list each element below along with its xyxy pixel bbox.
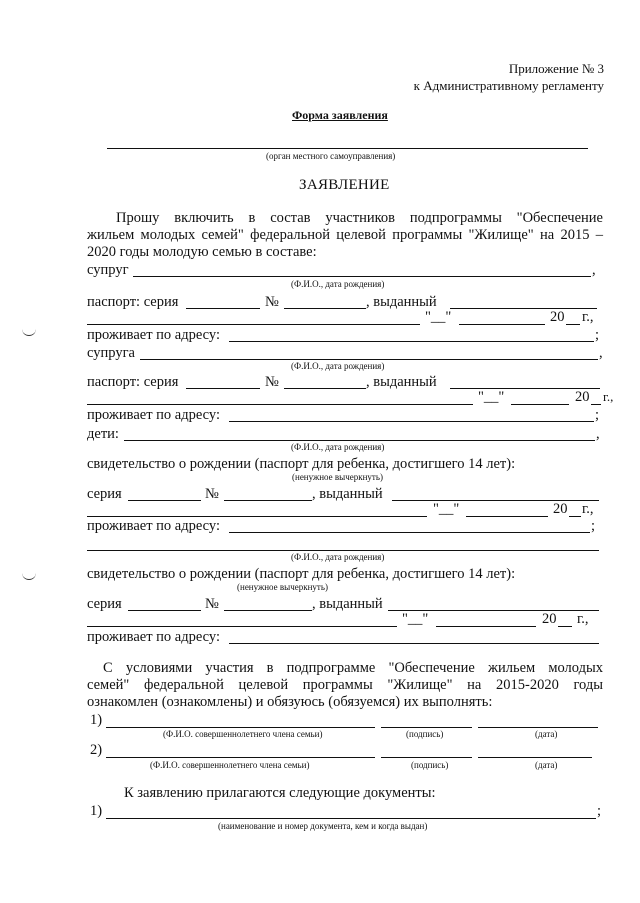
wife-comma: , [599,345,603,361]
husband-issued-by-field-1[interactable] [450,308,597,309]
child2-year-field[interactable] [558,626,572,627]
husband-issue-month-field[interactable] [459,324,545,325]
adult-1-fio-caption: (Ф.И.О. совершеннолетнего члена семьи) [163,729,323,739]
child2-issued-by-field-2[interactable] [87,626,397,627]
child1-address-field[interactable] [229,532,590,533]
adult-1-signature-caption: (подпись) [406,729,444,739]
attachment-1-number: 1) [90,803,103,819]
husband-address-semicolon: ; [595,327,600,343]
child2-fio-caption: (Ф.И.О., дата рождения) [291,552,385,562]
form-title: Форма заявления [292,108,388,122]
wife-issue-month-field[interactable] [511,404,569,405]
husband-passport-number-field[interactable] [284,308,366,309]
husband-comma: , [592,262,596,278]
adult-1-name-field[interactable] [106,727,375,728]
conditions-line-2: семей" федеральной целевой программы "Жилище" на 2015-2020 годы [87,677,603,693]
husband-issued-by-field-2[interactable] [87,324,420,325]
intro-line-1: Прошу включить в состав участников подпрограммы "Обеспечение [116,210,603,226]
husband-label: супруг [87,262,129,278]
husband-number-sign: № [265,294,279,310]
attachment-1-semicolon: ; [597,803,602,819]
wife-date-quotes: "__" [478,389,505,405]
child1-name-field[interactable] [124,440,595,441]
wife-issued-label: , выданный [366,374,437,390]
husband-address-field[interactable] [229,341,594,342]
child1-year-field[interactable] [569,516,581,517]
husband-year-suffix: г., [582,309,594,325]
adult-2-date-caption: (дата) [535,760,558,770]
child1-issued-label: , выданный [312,486,383,502]
margin-mark [22,327,36,336]
child1-address-label: проживает по адресу: [87,518,220,534]
intro-line-2: жильем молодых семей" федеральной целевой программы "Жилище" на 2015 – [87,227,603,243]
adult-2-name-field[interactable] [106,757,375,758]
authority-field-line [107,148,588,149]
husband-fio-caption: (Ф.И.О., дата рождения) [291,279,385,289]
child2-address-field[interactable] [229,643,599,644]
husband-issued-label: , выданный [366,294,437,310]
wife-passport-number-field[interactable] [284,388,366,389]
child1-issued-by-field-1[interactable] [392,500,599,501]
conditions-line-1: С условиями участия в подпрограмме "Обеспечение жильем молодых [103,660,603,676]
intro-line-3: 2020 годы молодую семью в составе: [87,244,317,260]
child1-series-field[interactable] [128,500,201,501]
child1-issued-by-field-2[interactable] [87,516,427,517]
child2-birth-cert-label: свидетельство о рождении (паспорт для ребенка, достигшего 14 лет): [87,566,516,582]
child2-date-quotes: "__" [402,611,429,627]
child1-number-sign: № [205,486,219,502]
adult-2-signature-caption: (подпись) [411,760,449,770]
adult-2-number: 2) [90,742,103,758]
adult-1-number: 1) [90,712,103,728]
child2-year-suffix: г., [577,611,589,627]
adult-2-fio-caption: (Ф.И.О. совершеннолетнего члена семьи) [150,760,310,770]
wife-number-sign: № [265,374,279,390]
wife-passport-series-field[interactable] [186,388,260,389]
child2-name-field[interactable] [87,550,599,551]
wife-passport-series-label: паспорт: серия [87,374,179,390]
wife-address-field[interactable] [229,421,594,422]
wife-issued-by-field-2[interactable] [87,404,473,405]
margin-mark-2 [22,571,36,580]
child2-issue-month-field[interactable] [436,626,536,627]
wife-name-field[interactable] [140,359,598,360]
appendix-reference: к Административному регламенту [413,78,604,93]
child2-strike-caption: (ненужное вычеркнуть) [237,582,328,592]
husband-year-prefix: 20 [550,309,565,325]
child2-series-label: серия [87,596,122,612]
appendix-number: Приложение № 3 [508,61,604,76]
child1-number-field[interactable] [224,500,312,501]
authority-caption: (орган местного самоуправления) [266,151,396,161]
children-label: дети: [87,426,119,442]
adult-2-date-field[interactable] [478,757,592,758]
child1-year-suffix: г., [582,501,594,517]
document-title: ЗАЯВЛЕНИЕ [299,177,390,193]
attachment-1-caption: (наименование и номер документа, кем и когда выдан) [218,821,428,831]
child2-issued-label: , выданный [312,596,383,612]
child1-series-label: серия [87,486,122,502]
adult-1-date-field[interactable] [478,727,598,728]
wife-year-suffix: г., [603,389,614,404]
child2-number-sign: № [205,596,219,612]
child1-year-prefix: 20 [553,501,568,517]
adult-2-signature-field[interactable] [381,757,472,758]
child1-comma: , [596,426,600,442]
husband-year-field[interactable] [566,324,580,325]
child2-series-field[interactable] [128,610,201,611]
child2-address-label: проживает по адресу: [87,629,220,645]
conditions-line-3: ознакомлен (ознакомлены) и обязуюсь (обязуемся) их выполнять: [87,694,493,710]
child1-strike-caption: (ненужное вычеркнуть) [292,472,383,482]
child1-address-semicolon: ; [591,518,596,534]
wife-label: супруга [87,345,135,361]
child1-fio-caption: (Ф.И.О., дата рождения) [291,442,385,452]
adult-1-signature-field[interactable] [381,727,472,728]
husband-passport-series-field[interactable] [186,308,260,309]
wife-address-semicolon: ; [595,407,600,423]
wife-year-prefix: 20 [575,389,590,405]
husband-address-label: проживает по адресу: [87,327,220,343]
husband-name-field[interactable] [133,276,591,277]
child2-year-prefix: 20 [542,611,557,627]
child1-issue-month-field[interactable] [466,516,548,517]
husband-passport-series-label: паспорт: серия [87,294,179,310]
wife-year-field[interactable] [591,404,601,405]
child1-birth-cert-label: свидетельство о рождении (паспорт для ребенка, достигшего 14 лет): [87,456,516,472]
child2-number-field[interactable] [224,610,312,611]
adult-1-date-caption: (дата) [535,729,558,739]
attachments-heading: К заявлению прилагаются следующие документы: [124,785,436,801]
child1-date-quotes: "__" [433,501,460,517]
attachment-1-field[interactable] [106,818,596,819]
wife-fio-caption: (Ф.И.О., дата рождения) [291,361,385,371]
husband-date-quotes: "__" [425,309,452,325]
wife-address-label: проживает по адресу: [87,407,220,423]
